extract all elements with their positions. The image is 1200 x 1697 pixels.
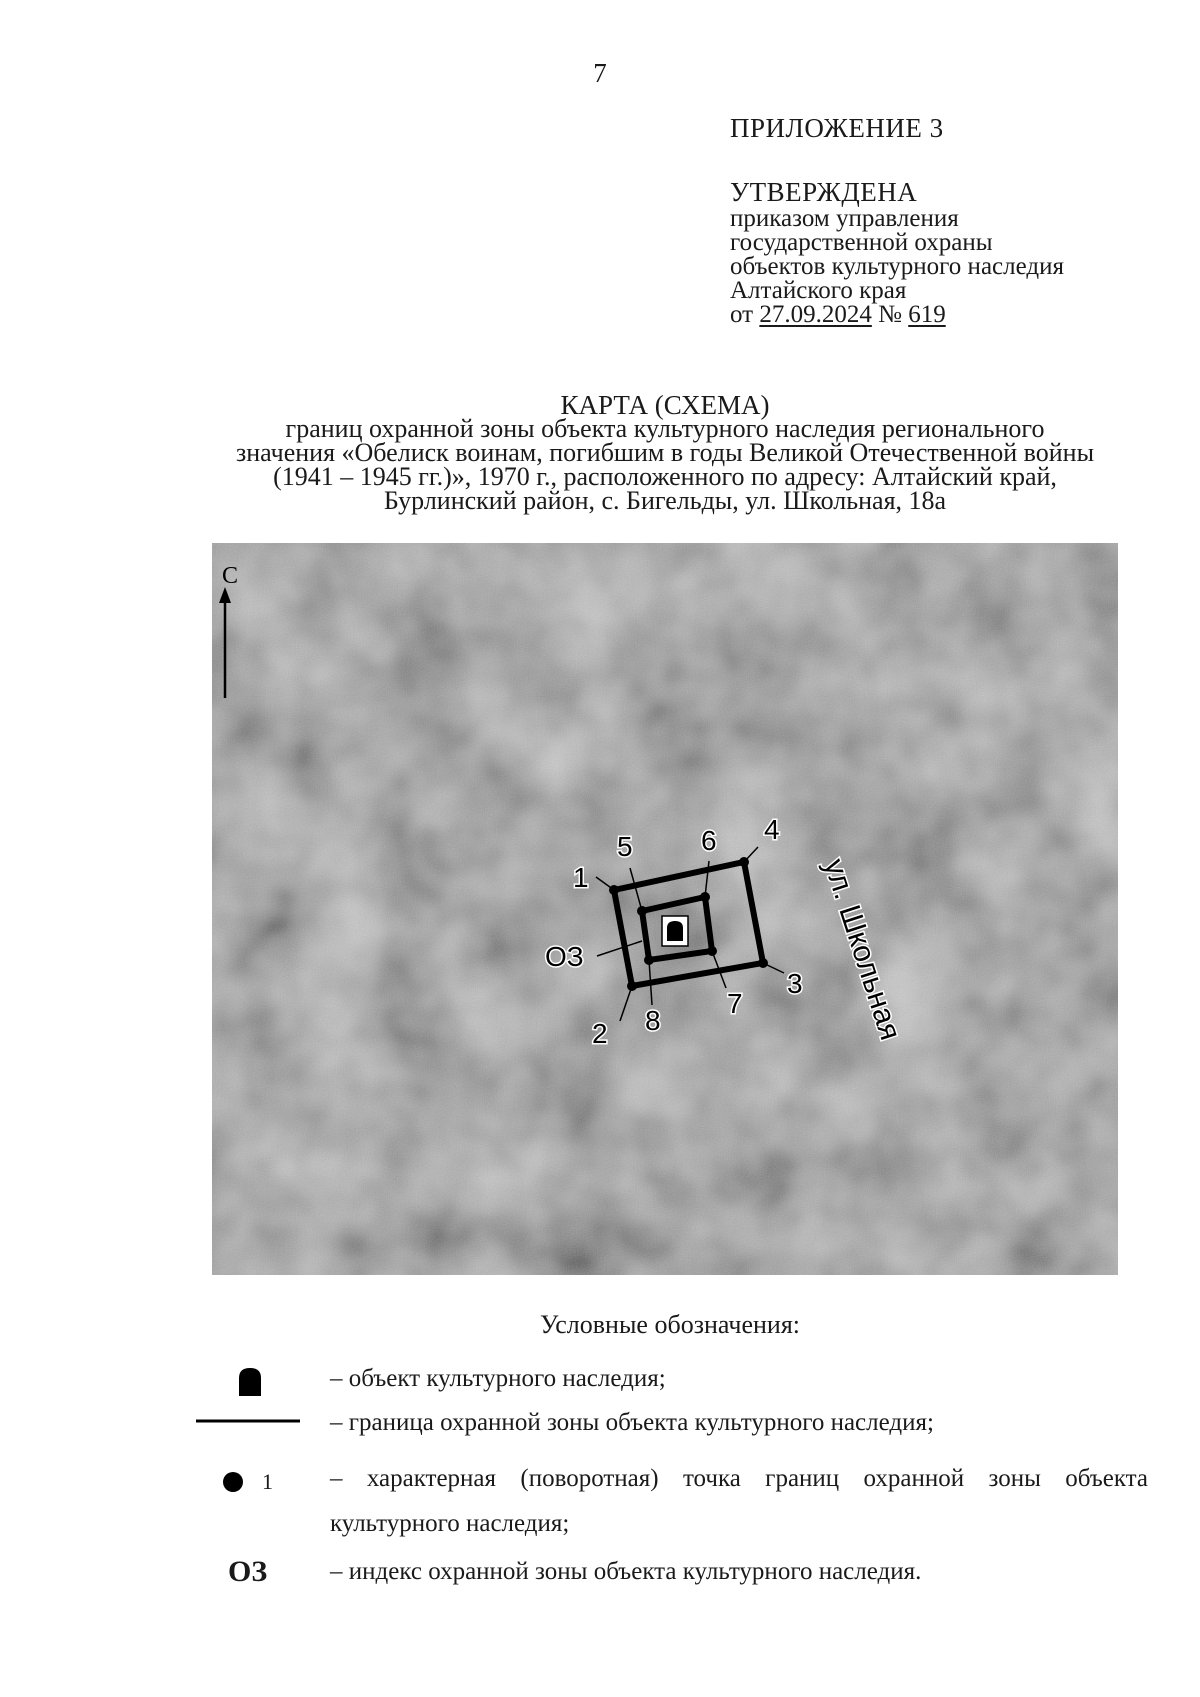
map-grain	[212, 543, 1118, 1275]
legend-monument-icon	[236, 1366, 264, 1398]
street-label: ул. Школьная	[817, 854, 907, 1045]
point-label-2: 2	[592, 1018, 608, 1049]
date-prefix: от	[730, 301, 760, 328]
approval-line-4: Алтайского края	[730, 277, 907, 304]
point-label-1: 1	[573, 862, 589, 893]
legend-point-icon	[222, 1471, 244, 1493]
point-label-3: 3	[787, 968, 803, 999]
approval-line-1: приказом управления	[730, 205, 959, 232]
map-description-3: (1941 – 1945 гг.)», 1970 г., расположенного по адресу: Алтайский край,	[273, 462, 1057, 491]
legend-point-number: 1	[262, 1469, 273, 1494]
map-scheme	[212, 543, 1118, 1275]
approval-block	[730, 113, 1170, 328]
approval-number: 619	[908, 301, 946, 328]
point-label-7: 7	[727, 988, 743, 1019]
map-heading: КАРТА (СХЕМА)	[560, 390, 770, 420]
map-description-4: Бурлинский район, с. Бигельды, ул. Школьная, 18а	[383, 486, 947, 515]
legend-title: Условные обозначения:	[539, 1310, 801, 1339]
point-label-4: 4	[764, 814, 780, 845]
legend-zone-index: ОЗ	[228, 1555, 268, 1588]
monument-icon	[667, 921, 683, 941]
point-label-8: 8	[645, 1005, 661, 1036]
legend-boundary-line	[196, 1418, 300, 1424]
map-title	[150, 390, 1180, 515]
legend-item-point-line2: культурного наследия;	[330, 1510, 570, 1537]
map-image	[212, 543, 1118, 1275]
zone-index-label: ОЗ	[545, 941, 584, 972]
approval-line-2: государственной охраны	[730, 229, 993, 256]
point-label-6: 6	[701, 825, 717, 856]
approval-date: 27.09.2024	[759, 301, 872, 328]
north-label: С	[222, 563, 239, 589]
legend-item-boundary: – граница охранной зоны объекта культурного наследия;	[330, 1409, 934, 1436]
number-prefix: №	[871, 301, 909, 328]
approval-line-3: объектов культурного наследия	[730, 253, 1064, 280]
appendix-label: ПРИЛОЖЕНИЕ 3	[730, 113, 944, 143]
page-number: 7	[593, 58, 607, 88]
map-description-1: границ охранной зоны объекта культурного наследия регионального	[285, 414, 1045, 443]
legend-item-monument: – объект культурного наследия;	[330, 1365, 666, 1392]
approved-label: УТВЕРЖДЕНА	[730, 177, 918, 207]
legend-item-point-line1: – характерная (поворотная) точка границ охранной зоны объекта	[330, 1465, 1148, 1492]
point-label-5: 5	[617, 831, 633, 862]
map-description-2: значения «Обелиск воинам, погибшим в годы Великой Отечественной войны	[235, 438, 1095, 467]
legend-item-zone-index: – индекс охранной зоны объекта культурного наследия.	[330, 1558, 922, 1585]
approval-date-line	[730, 303, 1170, 327]
